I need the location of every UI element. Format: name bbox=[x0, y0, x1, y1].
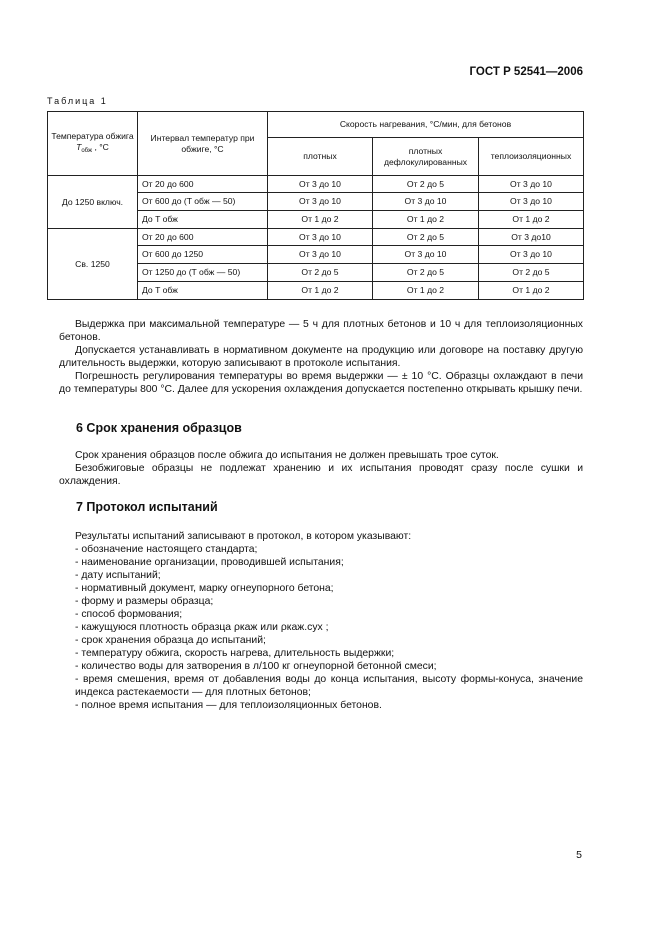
header-insulating: теплоизоляционных bbox=[479, 138, 584, 176]
table-cell: От 3 до 10 bbox=[373, 246, 479, 264]
list-item: - время смешения, время от добавления воды до конца испытания, высоту формы-конуса, значение индекса растекаемости — для плотных бетонов; bbox=[75, 674, 583, 698]
list-item: - полное время испытания — для теплоизоляционных бетонов. bbox=[75, 700, 382, 711]
table-caption: Таблица 1 bbox=[47, 96, 108, 106]
heating-rate-table bbox=[47, 111, 584, 300]
table-cell: От 1 до 2 bbox=[268, 282, 373, 300]
table-cell: От 3 до10 bbox=[479, 229, 584, 246]
table-cell: От 3 до 10 bbox=[479, 193, 584, 211]
list-item: - форму и размеры образца; bbox=[75, 596, 214, 607]
table-cell: От 2 до 5 bbox=[373, 229, 479, 246]
header-dense: плотных bbox=[268, 138, 373, 176]
holding-text bbox=[59, 318, 583, 396]
list-intro: Результаты испытаний записывают в протокол, в котором указывают: bbox=[75, 531, 412, 542]
header-speed: Скорость нагревания, °С/мин, для бетонов bbox=[268, 112, 584, 138]
table-cell: От 600 до (T обж — 50) bbox=[138, 193, 268, 211]
table-cell: От 2 до 5 bbox=[479, 264, 584, 282]
table-cell: От 1250 до (T обж — 50) bbox=[138, 264, 268, 282]
list-item: - нормативный документ, марку огнеупорного бетона; bbox=[75, 583, 334, 594]
table-cell: От 1 до 2 bbox=[373, 211, 479, 229]
list-item: - наименование организации, проводившей испытания; bbox=[75, 557, 344, 568]
list-item: - способ формования; bbox=[75, 609, 183, 620]
table-cell: От 20 до 600 bbox=[138, 176, 268, 193]
table-cell: До T обж bbox=[138, 282, 268, 300]
list-item: - обозначение настоящего стандарта; bbox=[75, 544, 258, 555]
section-7-list bbox=[59, 530, 583, 712]
section-7-title: 7 Протокол испытаний bbox=[76, 500, 218, 514]
table-cell: От 600 до 1250 bbox=[138, 246, 268, 264]
table-cell: От 3 до 10 bbox=[268, 246, 373, 264]
header-temperature: Температура обжига $T_{обж}$ , °С bbox=[48, 112, 138, 176]
table-cell: От 3 до 10 bbox=[373, 193, 479, 211]
table-cell: От 2 до 5 bbox=[373, 264, 479, 282]
section-6-text bbox=[59, 449, 583, 488]
table-cell: От 3 до 10 bbox=[268, 193, 373, 211]
paragraph: Безобжиговые образцы не подлежат хранению и их испытания проводят сразу после сушки и охлаждения. bbox=[59, 463, 583, 487]
section-6-title: 6 Срок хранения образцов bbox=[76, 421, 242, 435]
table-cell: От 2 до 5 bbox=[268, 264, 373, 282]
paragraph: Срок хранения образцов после обжига до испытания не должен превышать трое суток. bbox=[75, 450, 499, 461]
group-label: Св. 1250 bbox=[48, 229, 138, 300]
paragraph: Допускается устанавливать в нормативном документе на продукцию или договоре на поставку другую длительность выдержки, которую записывают в протоколе испытания. bbox=[59, 345, 583, 369]
table-cell: От 2 до 5 bbox=[373, 176, 479, 193]
header-deflocculated: плотных дефлокулированных bbox=[373, 138, 479, 176]
list-item: - температуру обжига, скорость нагрева, длительность выдержки; bbox=[75, 648, 395, 659]
table-cell: От 1 до 2 bbox=[479, 211, 584, 229]
group-label: До 1250 включ. bbox=[48, 176, 138, 229]
table-cell: От 3 до 10 bbox=[268, 176, 373, 193]
paragraph: Выдержка при максимальной температуре — 5 ч для плотных бетонов и 10 ч для теплоизоляционных бетонов. bbox=[59, 319, 583, 343]
table-cell: От 20 до 600 bbox=[138, 229, 268, 246]
page-number: 5 bbox=[576, 849, 582, 861]
table-cell: От 3 до 10 bbox=[479, 246, 584, 264]
table-cell: От 1 до 2 bbox=[373, 282, 479, 300]
header-interval: Интервал температур при обжиге, °С bbox=[138, 112, 268, 176]
table-cell: От 1 до 2 bbox=[479, 282, 584, 300]
table-cell: От 3 до 10 bbox=[479, 176, 584, 193]
table-cell: От 3 до 10 bbox=[268, 229, 373, 246]
standard-header: ГОСТ Р 52541—2006 bbox=[469, 66, 583, 78]
table-cell: От 1 до 2 bbox=[268, 211, 373, 229]
list-item: - срок хранения образца до испытаний; bbox=[75, 635, 266, 646]
list-item: - дату испытаний; bbox=[75, 570, 161, 581]
table-cell: До T обж bbox=[138, 211, 268, 229]
list-item: - количество воды для затворения в л/100 кг огнеупорной бетонной смеси; bbox=[75, 661, 437, 672]
paragraph: Погрешность регулирования температуры во время выдержки — ± 10 °С. Образцы охлаждают в печи до температуры 800 °С. Далее для ускорения охлаждения допускается постепенно открывать крышку печи. bbox=[59, 371, 583, 395]
list-item: - кажущуюся плотность образца ρкаж или ρкаж.сух ; bbox=[75, 622, 329, 633]
